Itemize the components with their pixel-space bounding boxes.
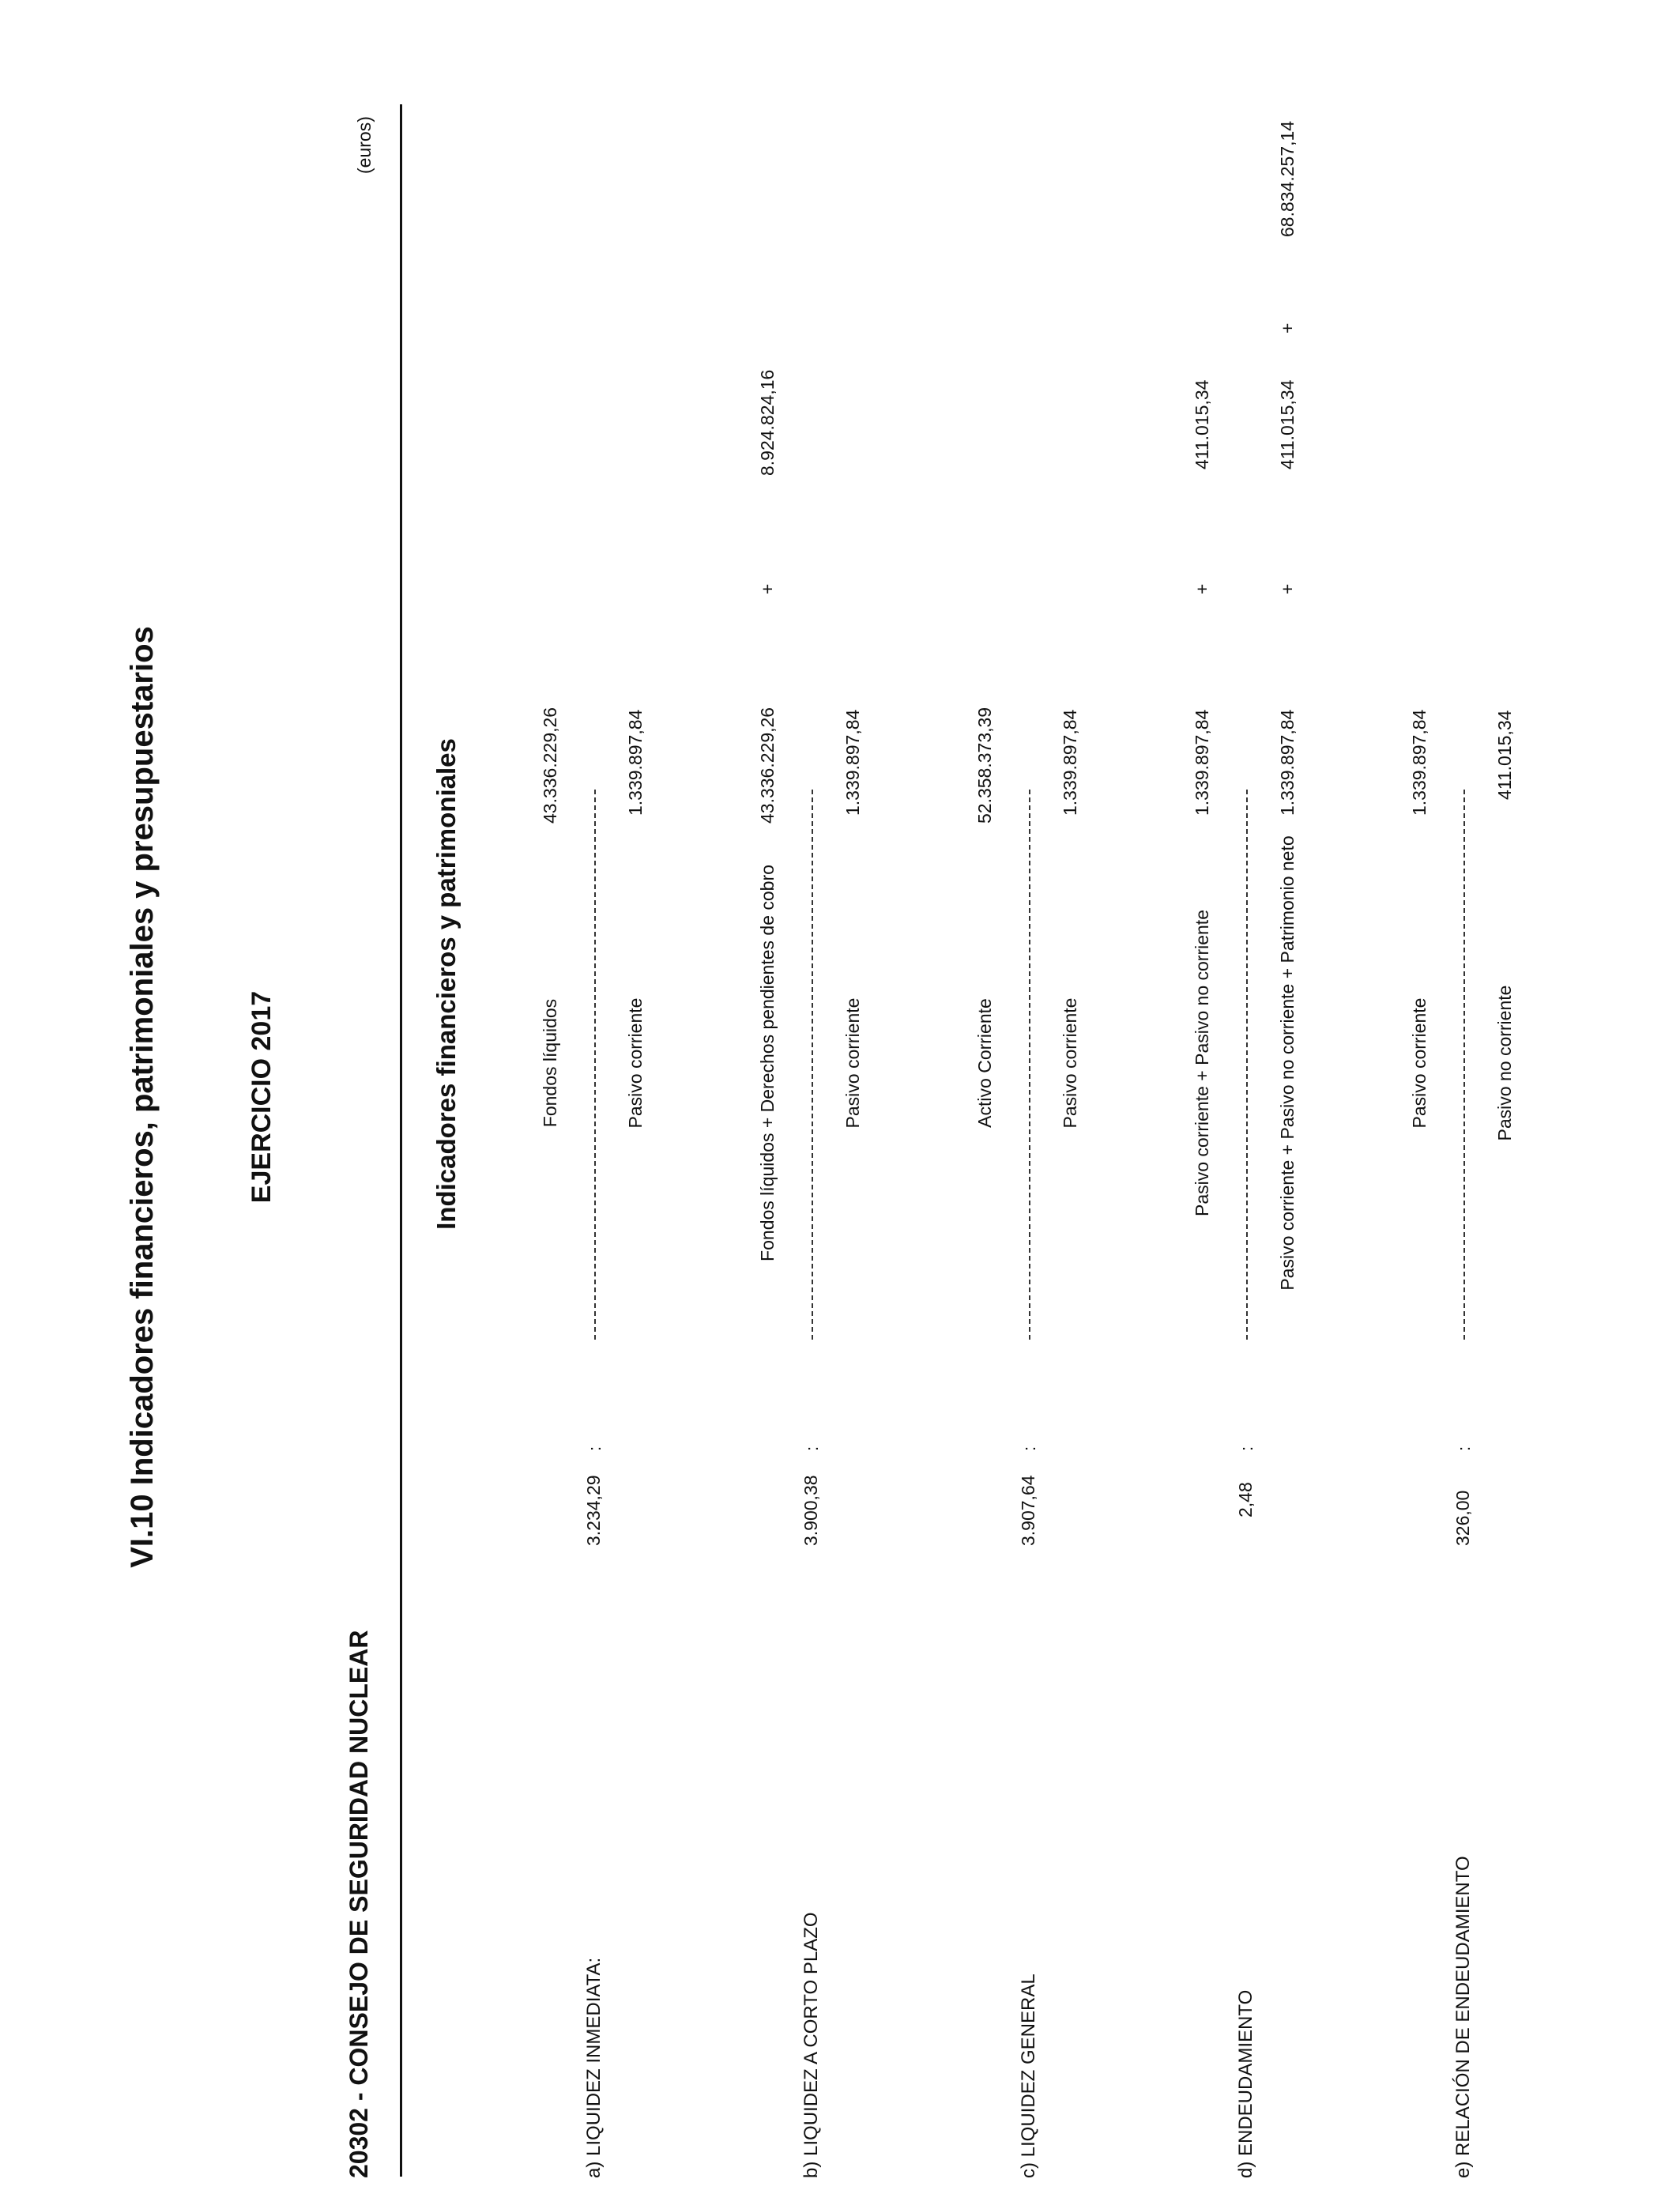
plus-sign: + (1277, 583, 1298, 594)
exercise-title: EJERCICIO 2017 (247, 990, 277, 1204)
page-title: VI.10 Indicadores financieros, patrimoniales y presupuestarios (125, 626, 160, 1568)
entity-title: 20302 - CONSEJO DE SEGURIDAD NUCLEAR (345, 1630, 373, 2178)
section-title: Indicadores financieros y patrimoniales (431, 738, 461, 1230)
indicator-label: b) LIQUIDEZ A CORTO PLAZO (800, 1912, 822, 2178)
indicator-colon: : (802, 1446, 822, 1451)
indicator-colon: : (1237, 1446, 1256, 1451)
fraction-line (1246, 790, 1248, 1340)
denominator-value: 411.015,34 (1494, 710, 1515, 800)
denominator-value: 1.339.897,84 (1277, 709, 1298, 816)
indicator-value: 3.234,29 (583, 1475, 604, 1546)
indicator-colon: : (1019, 1446, 1039, 1451)
numerator-label: Fondos líquidos (540, 998, 560, 1128)
denominator-label: Pasivo corriente (842, 997, 863, 1129)
indicator-value: 2,48 (1235, 1482, 1256, 1517)
numerator-label: Pasivo corriente + Pasivo no corriente (1192, 910, 1212, 1217)
indicator-value: 3.907,64 (1018, 1475, 1038, 1546)
indicator-value: 3.900,38 (800, 1475, 821, 1546)
indicator-label: a) LIQUIDEZ INMEDIATA: (583, 1957, 605, 2178)
indicator-label: c) LIQUIDEZ GENERAL (1018, 1973, 1039, 2178)
numerator-value: 1.339.897,84 (1192, 709, 1212, 816)
denominator-value: 68.834.257,14 (1277, 120, 1298, 237)
indicator-colon: : (1454, 1446, 1474, 1451)
numerator-label: Activo Corriente (974, 998, 995, 1128)
unit-label: (euros) (354, 116, 375, 174)
denominator-value: 1.339.897,84 (1060, 709, 1080, 816)
numerator-value: 52.358.373,39 (974, 707, 995, 824)
indicator-value: 326,00 (1452, 1490, 1473, 1546)
plus-sign: + (1192, 583, 1212, 594)
numerator-value: 43.336.229,26 (757, 707, 778, 824)
denominator-value: 1.339.897,84 (842, 709, 863, 816)
indicator-colon: : (585, 1446, 605, 1451)
fraction-line (1463, 790, 1465, 1340)
fraction-line (812, 790, 813, 1340)
denominator-label: Pasivo no corriente (1494, 985, 1515, 1141)
header-rule (400, 104, 402, 2177)
numerator-label: Pasivo corriente (1409, 997, 1430, 1129)
fraction-line (1029, 790, 1030, 1340)
numerator-label: Fondos líquidos + Derechos pendientes de cobro (757, 865, 778, 1261)
denominator-value: 411.015,34 (1277, 379, 1298, 469)
plus-sign: + (1277, 322, 1298, 334)
denominator-label: Pasivo corriente + Pasivo no corriente + Patrimonio neto (1277, 835, 1298, 1291)
indicator-label: e) RELACIÓN DE ENDEUDAMIENTO (1452, 1856, 1474, 2178)
numerator-value: 43.336.229,26 (540, 707, 560, 824)
numerator-value: 411.015,34 (1192, 379, 1212, 469)
denominator-label: Pasivo corriente (1060, 997, 1080, 1129)
fraction-line (594, 790, 596, 1340)
denominator-value: 1.339.897,84 (625, 709, 646, 816)
indicator-label: d) ENDEUDAMIENTO (1235, 1989, 1256, 2178)
denominator-label: Pasivo corriente (625, 997, 646, 1129)
numerator-value: 1.339.897,84 (1409, 709, 1430, 816)
plus-sign: + (757, 583, 778, 594)
numerator-value: 8.924.824,16 (757, 369, 778, 476)
